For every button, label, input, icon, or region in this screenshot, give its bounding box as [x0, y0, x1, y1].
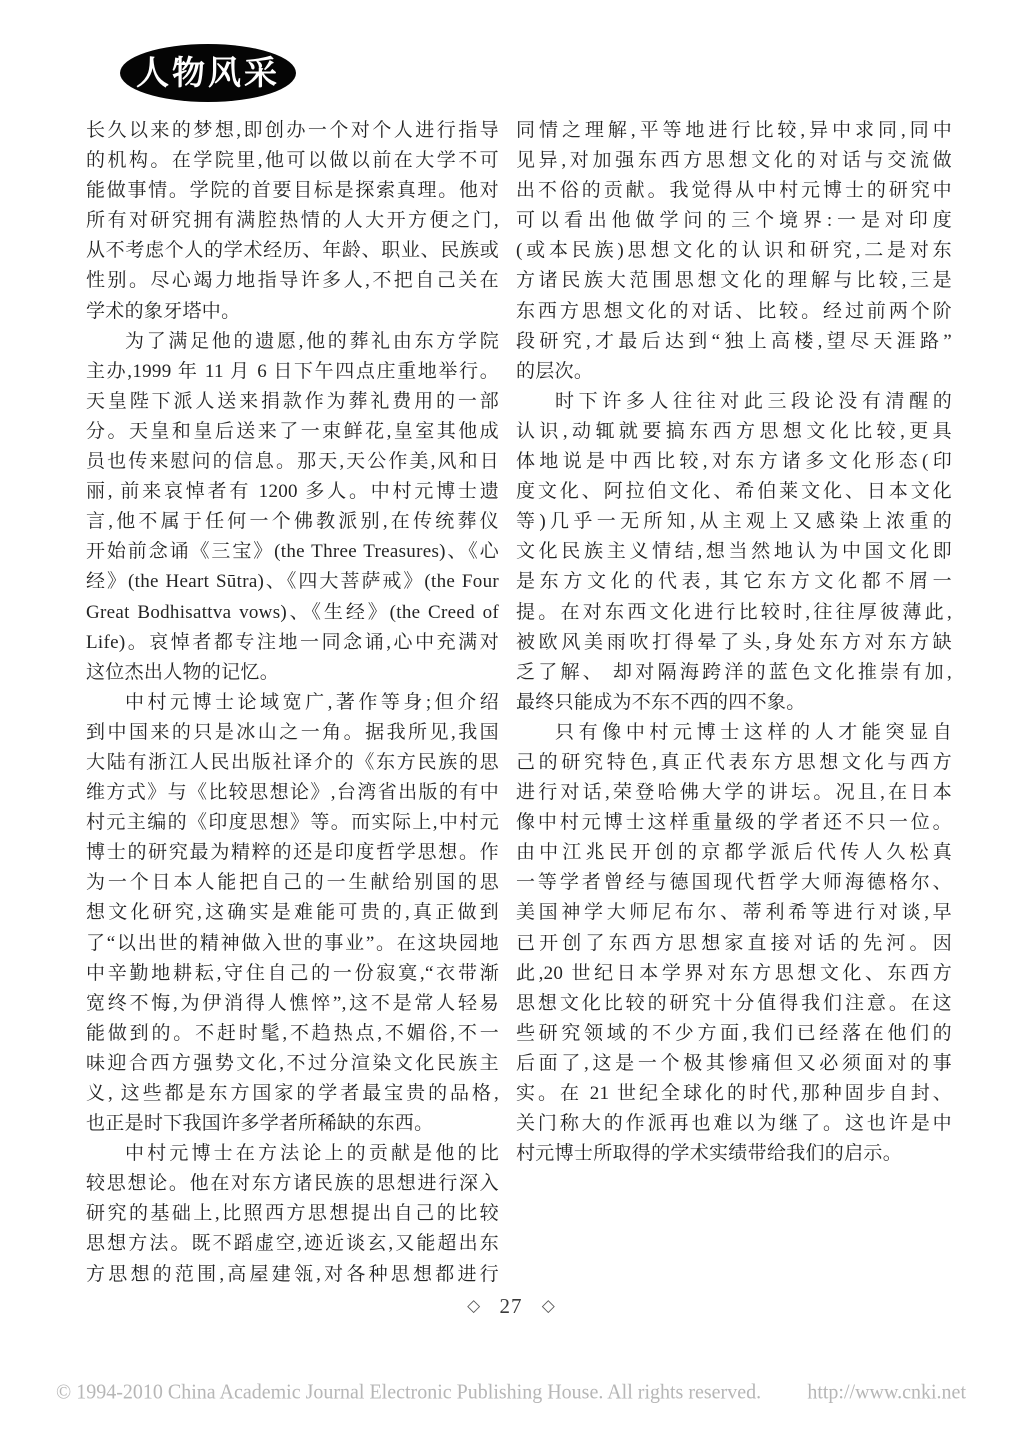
text-line: 见异,对加强东西方思想文化的对话与交流做: [516, 150, 952, 172]
text-line: 义, 这些都是东方国家的学者最宝贵的品格,: [86, 1083, 499, 1104]
text-line: 所有对研究拥有满腔热情的人大开方便之门,: [86, 210, 499, 232]
text-line: 也正是时下我国许多学者所稀缺的东西。: [86, 1113, 434, 1135]
text-line: 维方式》与《比较思想论》,台湾省出版的有中: [86, 782, 499, 804]
text-line: 学术的象牙塔中。: [86, 300, 241, 322]
text-line: 村元主编的《印度思想》等。而实际上,中村元: [86, 812, 499, 834]
text-line: 可以看出他做学问的三个境界:一是对印度: [516, 210, 952, 232]
text-line: Life)。哀悼者都专注地一同念诵,心中充满对: [86, 631, 499, 653]
text-line: 员也传来慰问的信息。那天,天公作美,风和日: [86, 451, 499, 473]
text-line: 已开创了东西方思想家直接对话的先河。因: [516, 932, 952, 954]
text-line: 能做到的。不赶时髦,不趋热点,不媚俗,不一: [86, 1022, 499, 1044]
text-line: 体地说是中西比较,对东方诸多文化形态(印: [516, 451, 952, 473]
text-line: 像中村元博士这样重量级的学者还不只一位。: [516, 812, 952, 834]
text-line: 些研究领域的不少方面,我们已经落在他们的: [516, 1022, 952, 1044]
text-line: 最终只能成为不东不西的四不象。: [516, 691, 806, 713]
diamond-icon-right: ◇: [541, 1296, 555, 1315]
footer-url: http://www.cnki.net: [807, 1380, 966, 1404]
text-line: Great Bodhisattva vows)、《生经》(the Creed of: [86, 601, 499, 623]
text-line: 实。在 21 世纪全球化的时代,那种固步自封、: [516, 1083, 952, 1104]
text-line: 是东方文化的代表, 其它东方文化都不屑一: [516, 571, 952, 593]
text-line: 开始前念诵《三宝》(the Three Treasures)、《心: [86, 541, 499, 563]
text-line: 度文化、阿拉伯文化、希伯莱文化、日本文化: [516, 481, 952, 503]
text-line: 提。在对东西文化进行比较时,往往厚彼薄此,: [516, 601, 952, 623]
text-line: 宽终不悔,为伊消得人憔悴”,这不是常人轻易: [86, 992, 499, 1014]
text-line: 进行对话,荣登哈佛大学的讲坛。况且,在日本: [516, 782, 952, 804]
text-line: 乏了解、 却对隔海跨洋的蓝色文化推崇有加,: [516, 661, 952, 683]
diamond-icon-left: ◇: [467, 1296, 481, 1315]
text-line: 等)几乎一无所知,从主观上又感染上浓重的: [516, 511, 952, 533]
text-line: 分。天皇和皇后送来了一束鲜花,皇室其他成: [86, 420, 499, 442]
text-line: 的层次。: [516, 360, 594, 382]
text-line: 文化民族主义情结,想当然地认为中国文化即: [516, 541, 952, 563]
text-line: 关门称大的作派再也难以为继了。这也许是中: [516, 1113, 952, 1135]
text-line: 博士的研究最为精粹的还是印度哲学思想。作: [86, 842, 499, 864]
text-line: 较思想论。他在对东方诸民族的思想进行深入: [86, 1173, 499, 1195]
text-line: 此,20 世纪日本学界对东方思想文化、东西方: [516, 962, 952, 984]
right-text-column: [516, 116, 952, 1169]
text-line: 中辛勤地耕耘,守住自己的一份寂寞,“衣带渐: [86, 962, 499, 984]
text-line: 经》(the Heart Sūtra)、《四大菩萨戒》(the Four: [86, 571, 499, 593]
text-line: 研究的基础上,比照西方思想提出自己的比较: [86, 1203, 499, 1225]
footer: [56, 1380, 966, 1404]
text-line: 被欧风美雨吹打得晕了头,身处东方对东方缺: [516, 631, 952, 653]
text-line: 想文化研究,这确实是难能可贵的,真正做到: [86, 902, 499, 924]
text-line: 认识,动辄就要搞东西方思想文化比较,更具: [516, 420, 952, 442]
text-line: 的机构。在学院里,他可以做以前在大学不可: [86, 150, 499, 172]
text-line: 由中江兆民开创的京都学派后代传人久松真: [516, 842, 952, 864]
text-line: 中村元博士在方法论上的贡献是他的比: [125, 1143, 499, 1165]
text-line: 己的研究特色,真正代表东方思想文化与西方: [516, 751, 952, 773]
text-line: 段研究,才最后达到“独上高楼,望尽天涯路”: [516, 330, 952, 352]
text-line: 大陆有浙江人民出版社译介的《东方民族的思: [86, 751, 499, 773]
text-line: 时下许多人往往对此三段论没有清醒的: [555, 390, 952, 412]
page-number: [0, 1294, 1022, 1319]
text-line: 东西方思想文化的对话、比较。经过前两个阶: [516, 300, 952, 322]
text-line: 能做事情。学院的首要目标是探索真理。他对: [86, 180, 499, 202]
text-line: (或本民族)思想文化的认识和研究,二是对东: [516, 240, 952, 262]
text-line: 村元博士所取得的学术实绩带给我们的启示。: [516, 1143, 903, 1165]
text-line: 为一个日本人能把自己的一生献给别国的思: [86, 872, 499, 894]
text-line: 中村元博士论域宽广,著作等身;但介绍: [125, 691, 499, 713]
text-line: 从不考虑个人的学术经历、年龄、职业、民族或: [86, 240, 499, 262]
text-line: 只有像中村元博士这样的人才能突显自: [555, 721, 952, 743]
text-line: 美国神学大师尼布尔、蒂利希等进行对谈,早: [516, 902, 952, 924]
text-line: 长久以来的梦想,即创办一个对个人进行指导: [86, 120, 499, 141]
text-line: 主办,1999 年 11 月 6 日下午四点庄重地举行。: [86, 360, 499, 382]
text-line: 性别。尽心竭力地指导许多人,不把自己关在: [86, 270, 499, 292]
text-line: 为了满足他的遗愿,他的葬礼由东方学院: [125, 330, 499, 352]
text-line: 后面了,这是一个极其惨痛但又必须面对的事: [516, 1052, 952, 1074]
text-line: 味迎合西方强势文化,不过分渲染文化民族主: [86, 1052, 499, 1074]
page-number-value: 27: [499, 1294, 523, 1318]
text-line: 了“以出世的精神做入世的事业”。在这块园地: [86, 932, 499, 954]
text-line: 这位杰出人物的记忆。: [86, 661, 280, 683]
text-line: 思想文化比较的研究十分值得我们注意。在这: [516, 992, 952, 1014]
column-logo: [120, 44, 296, 102]
text-line: 天皇陛下派人送来捐款作为葬礼费用的一部: [86, 390, 499, 412]
column-logo-text: 人物风采: [136, 53, 280, 91]
text-line: 方思想的范围,高屋建瓴,对各种思想都进行: [86, 1263, 499, 1285]
left-text-column: [86, 116, 499, 1290]
text-line: 到中国来的只是冰山之一角。据我所见,我国: [86, 721, 499, 743]
text-line: 丽, 前来哀悼者有 1200 多人。中村元博士遗: [86, 481, 499, 503]
text-line: 同情之理解,平等地进行比较,异中求同,同中: [516, 120, 952, 141]
text-line: 方诸民族大范围思想文化的理解与比较,三是: [516, 270, 952, 292]
footer-copyright: © 1994-2010 China Academic Journal Electronic Publishing House. All rights reserved.: [56, 1380, 762, 1404]
text-line: 一等学者曾经与德国现代哲学大师海德格尔、: [516, 872, 952, 894]
text-line: 言,他不属于任何一个佛教派别,在传统葬仪: [86, 511, 499, 533]
text-line: 思想方法。既不蹈虚空,迹近谈玄,又能超出东: [86, 1233, 499, 1255]
text-line: 出不俗的贡献。我觉得从中村元博士的研究中: [516, 180, 952, 202]
